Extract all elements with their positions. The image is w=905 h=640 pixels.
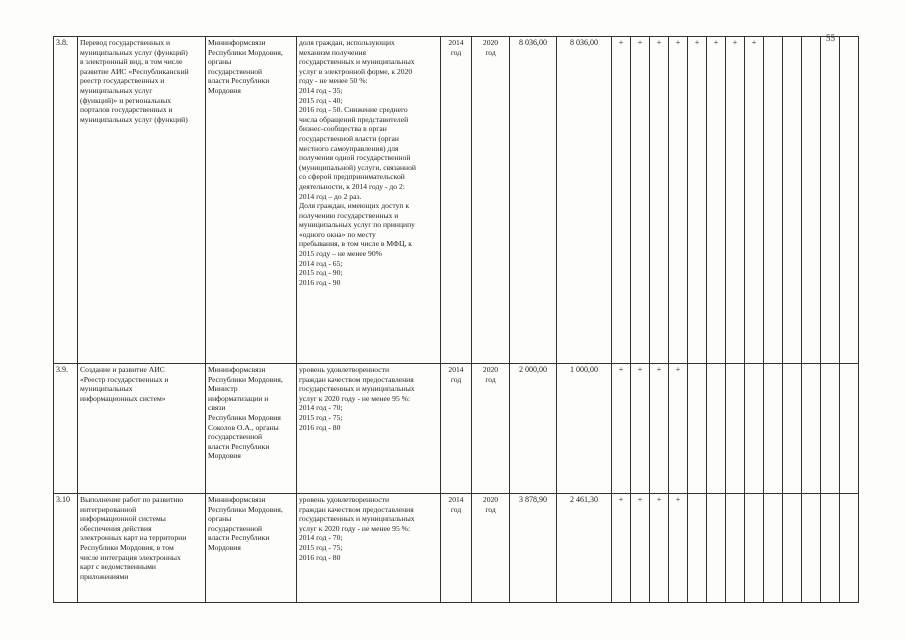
- target-indicator-line: «одного окна» по месту: [299, 229, 376, 239]
- executor-line: Мининформсвязи: [208, 38, 266, 47]
- plan-mark: +: [707, 37, 726, 364]
- executor-line: Соколов О.А., органы: [208, 422, 279, 432]
- target-indicator-line: пребывания, в том числе в МФЦ, к: [299, 239, 412, 249]
- budget-funding: 8 036,00: [557, 37, 612, 364]
- executor-line: Мордовия: [208, 451, 241, 461]
- plan-mark: [707, 494, 726, 603]
- plan-mark: [783, 364, 802, 494]
- activity-name-line: электронных карт на территории: [80, 533, 187, 543]
- target-indicator-line: 2015 год - 90;: [299, 268, 343, 278]
- target-indicator-line: доля граждан, использующих: [299, 38, 395, 47]
- target-indicator-line: деятельности, к 2014 году - до 2:: [299, 181, 405, 191]
- target-indicator-line: муниципальных услуг по принципу: [299, 220, 415, 230]
- activity-name-line: развитие АИС «Республиканский: [80, 66, 189, 76]
- activity-name-line: муниципальных услуг (функций): [80, 114, 188, 124]
- target-indicator-line: государственных и муниципальных: [299, 384, 415, 394]
- activity-name-line: в электронный вид, в том числе: [80, 57, 183, 67]
- plan-mark: [840, 494, 859, 603]
- executor-line: Министр: [208, 384, 238, 394]
- row-number: 3.8.: [54, 37, 78, 364]
- plan-mark: [726, 364, 745, 494]
- activity-name: [78, 364, 206, 494]
- activity-name-line: приложениями: [80, 571, 129, 581]
- target-indicator-line: (муниципальной) услуги, связанной: [299, 162, 416, 172]
- activity-name-line: муниципальных услуг (функций): [80, 47, 188, 57]
- executor-line: власти Республики: [208, 533, 270, 543]
- plan-mark: +: [612, 37, 631, 364]
- target-indicator-line: получению государственных и: [299, 210, 399, 220]
- target-indicator-line: услуг к 2020 году - не менее 95 %:: [299, 393, 411, 403]
- row-number: 3.10: [54, 494, 78, 603]
- plan-mark: [821, 37, 840, 364]
- plan-mark: +: [650, 494, 669, 603]
- executor: [206, 37, 297, 364]
- executor-line: органы: [208, 514, 232, 524]
- start-year: 2014 год: [441, 494, 472, 603]
- target-indicator-line: году - не менее 50 %:: [299, 76, 368, 86]
- start-year: 2014 год: [441, 364, 472, 494]
- plan-mark: +: [745, 37, 764, 364]
- executor-line: информатизации и: [208, 393, 269, 403]
- page-number: 55: [826, 33, 835, 43]
- plan-mark: +: [631, 37, 650, 364]
- plan-mark: +: [650, 364, 669, 494]
- target-indicator-line: граждан качеством предоставления: [299, 504, 414, 514]
- total-funding: 3 878,90: [510, 494, 557, 603]
- target-indicator-line: бизнес-сообщества в орган: [299, 124, 387, 134]
- target-indicator-line: Доля граждан, имеющих доступ к: [299, 201, 410, 211]
- plan-mark: +: [669, 364, 688, 494]
- program-table: [53, 36, 859, 603]
- target-indicator-line: со сферой предпринимательской: [299, 172, 405, 182]
- plan-mark: [802, 364, 821, 494]
- table-row: [54, 364, 859, 494]
- executor: [206, 494, 297, 603]
- executor: [206, 364, 297, 494]
- target-indicator-line: 2015 год - 75;: [299, 412, 343, 422]
- budget-funding: 1 000,00: [557, 364, 612, 494]
- activity-name-line: информационной системы: [80, 514, 166, 524]
- target-indicator-line: услуг в электронной форме, к 2020: [299, 66, 413, 76]
- executor-line: власти Республики: [208, 76, 270, 86]
- plan-mark: +: [726, 37, 745, 364]
- activity-name: [78, 494, 206, 603]
- target-indicator-line: 2016 год - 80: [299, 552, 341, 562]
- target-indicator-line: 2014 год – до 2 раз.: [299, 191, 362, 201]
- activity-name-line: обеспечения действия: [80, 523, 152, 533]
- budget-funding: 2 461,30: [557, 494, 612, 603]
- activity-name-line: «Реестр государственных и: [80, 374, 169, 384]
- target-indicator-line: государственных и муниципальных: [299, 57, 415, 67]
- executor-line: Мордовия: [208, 542, 241, 552]
- table-row: [54, 494, 859, 603]
- plan-mark: [802, 494, 821, 603]
- target-indicator-line: услуг к 2020 году - не менее 95 %:: [299, 523, 411, 533]
- activity-name-line: Создание и развитие АИС: [80, 365, 165, 374]
- target-indicator-line: местного самоуправления) для: [299, 143, 399, 153]
- target-indicator-line: получения одной государственной: [299, 153, 411, 163]
- target-indicator-line: уровень удовлетворенности: [299, 365, 390, 374]
- activity-name-line: информационных систем»: [80, 393, 166, 403]
- total-funding: 8 036,00: [510, 37, 557, 364]
- plan-mark: [745, 364, 764, 494]
- executor-line: Республики Мордовия: [208, 412, 281, 422]
- plan-mark: [745, 494, 764, 603]
- target-indicator-line: 2016 год - 80: [299, 422, 341, 432]
- plan-mark: [802, 37, 821, 364]
- executor-line: органы: [208, 57, 232, 67]
- plan-mark: [764, 494, 783, 603]
- plan-mark: [783, 494, 802, 603]
- end-year: 2020 год: [472, 494, 510, 603]
- activity-name-line: Республики Мордовия, в том: [80, 542, 174, 552]
- target-indicator-line: 2015 год - 75;: [299, 542, 343, 552]
- plan-mark: [688, 494, 707, 603]
- end-year: 2020 год: [472, 364, 510, 494]
- end-year: 2020 год: [472, 37, 510, 364]
- activity-name-line: карт с ведомственными: [80, 562, 156, 572]
- plan-mark: [821, 364, 840, 494]
- activity-name-line: Перевод государственных и: [80, 38, 171, 47]
- plan-mark: [764, 37, 783, 364]
- target-indicator: [297, 364, 441, 494]
- activity-name-line: порталов государственных и: [80, 105, 173, 115]
- plan-mark: +: [650, 37, 669, 364]
- activity-name: [78, 37, 206, 364]
- target-indicator-line: механизм получения: [299, 47, 367, 57]
- plan-mark: [821, 494, 840, 603]
- executor-line: Мининформсвязи: [208, 365, 266, 374]
- target-indicator-line: числа обращений представителей: [299, 114, 409, 124]
- plan-mark: +: [669, 37, 688, 364]
- plan-mark: +: [631, 494, 650, 603]
- plan-mark: [840, 364, 859, 494]
- activity-name-line: муниципальных: [80, 384, 133, 394]
- plan-mark: [764, 364, 783, 494]
- plan-mark: [783, 37, 802, 364]
- plan-mark: [688, 364, 707, 494]
- total-funding: 2 000,00: [510, 364, 557, 494]
- plan-mark: +: [631, 364, 650, 494]
- plan-mark: +: [669, 494, 688, 603]
- target-indicator-line: 2016 год - 90: [299, 277, 341, 287]
- executor-line: связи: [208, 403, 226, 413]
- target-indicator-line: 2016 год - 50. Снижение среднего: [299, 105, 408, 115]
- executor-line: государственной: [208, 523, 263, 533]
- row-number: 3.9.: [54, 364, 78, 494]
- target-indicator-line: государственных и муниципальных: [299, 514, 415, 524]
- target-indicator-line: граждан качеством предоставления: [299, 374, 414, 384]
- activity-name-line: муниципальных услуг: [80, 85, 153, 95]
- activity-name-line: числе интеграция электронных: [80, 552, 181, 562]
- activity-name-line: интегрированной: [80, 504, 137, 514]
- executor-line: Республики Мордовия,: [208, 47, 283, 57]
- activity-name-line: (функций)» и региональных: [80, 95, 172, 105]
- executor-line: Мининформсвязи: [208, 495, 266, 504]
- target-indicator-line: 2015 году – не менее 90%: [299, 249, 382, 259]
- plan-mark: +: [688, 37, 707, 364]
- activity-name-line: реестр государственных и: [80, 76, 165, 86]
- target-indicator-line: государственной власти (орган: [299, 133, 399, 143]
- activity-name-line: Выполнение работ по развитию: [80, 495, 184, 504]
- target-indicator-line: 2014 год - 70;: [299, 403, 343, 413]
- table-row: [54, 37, 859, 364]
- executor-line: Республики Мордовия,: [208, 504, 283, 514]
- executor-line: власти Республики: [208, 441, 270, 451]
- executor-line: государственной: [208, 66, 263, 76]
- executor-line: Республики Мордовия,: [208, 374, 283, 384]
- target-indicator-line: уровень удовлетворенности: [299, 495, 390, 504]
- target-indicator-line: 2015 год - 40;: [299, 95, 343, 105]
- plan-mark: [707, 364, 726, 494]
- start-year: 2014 год: [441, 37, 472, 364]
- target-indicator: [297, 494, 441, 603]
- plan-mark: +: [612, 364, 631, 494]
- target-indicator: [297, 37, 441, 364]
- executor-line: Мордовия: [208, 85, 241, 95]
- plan-mark: +: [612, 494, 631, 603]
- executor-line: государственной: [208, 432, 263, 442]
- target-indicator-line: 2014 год - 65;: [299, 258, 343, 268]
- target-indicator-line: 2014 год - 35;: [299, 85, 343, 95]
- plan-mark: [726, 494, 745, 603]
- target-indicator-line: 2014 год - 70;: [299, 533, 343, 543]
- plan-mark: [840, 37, 859, 364]
